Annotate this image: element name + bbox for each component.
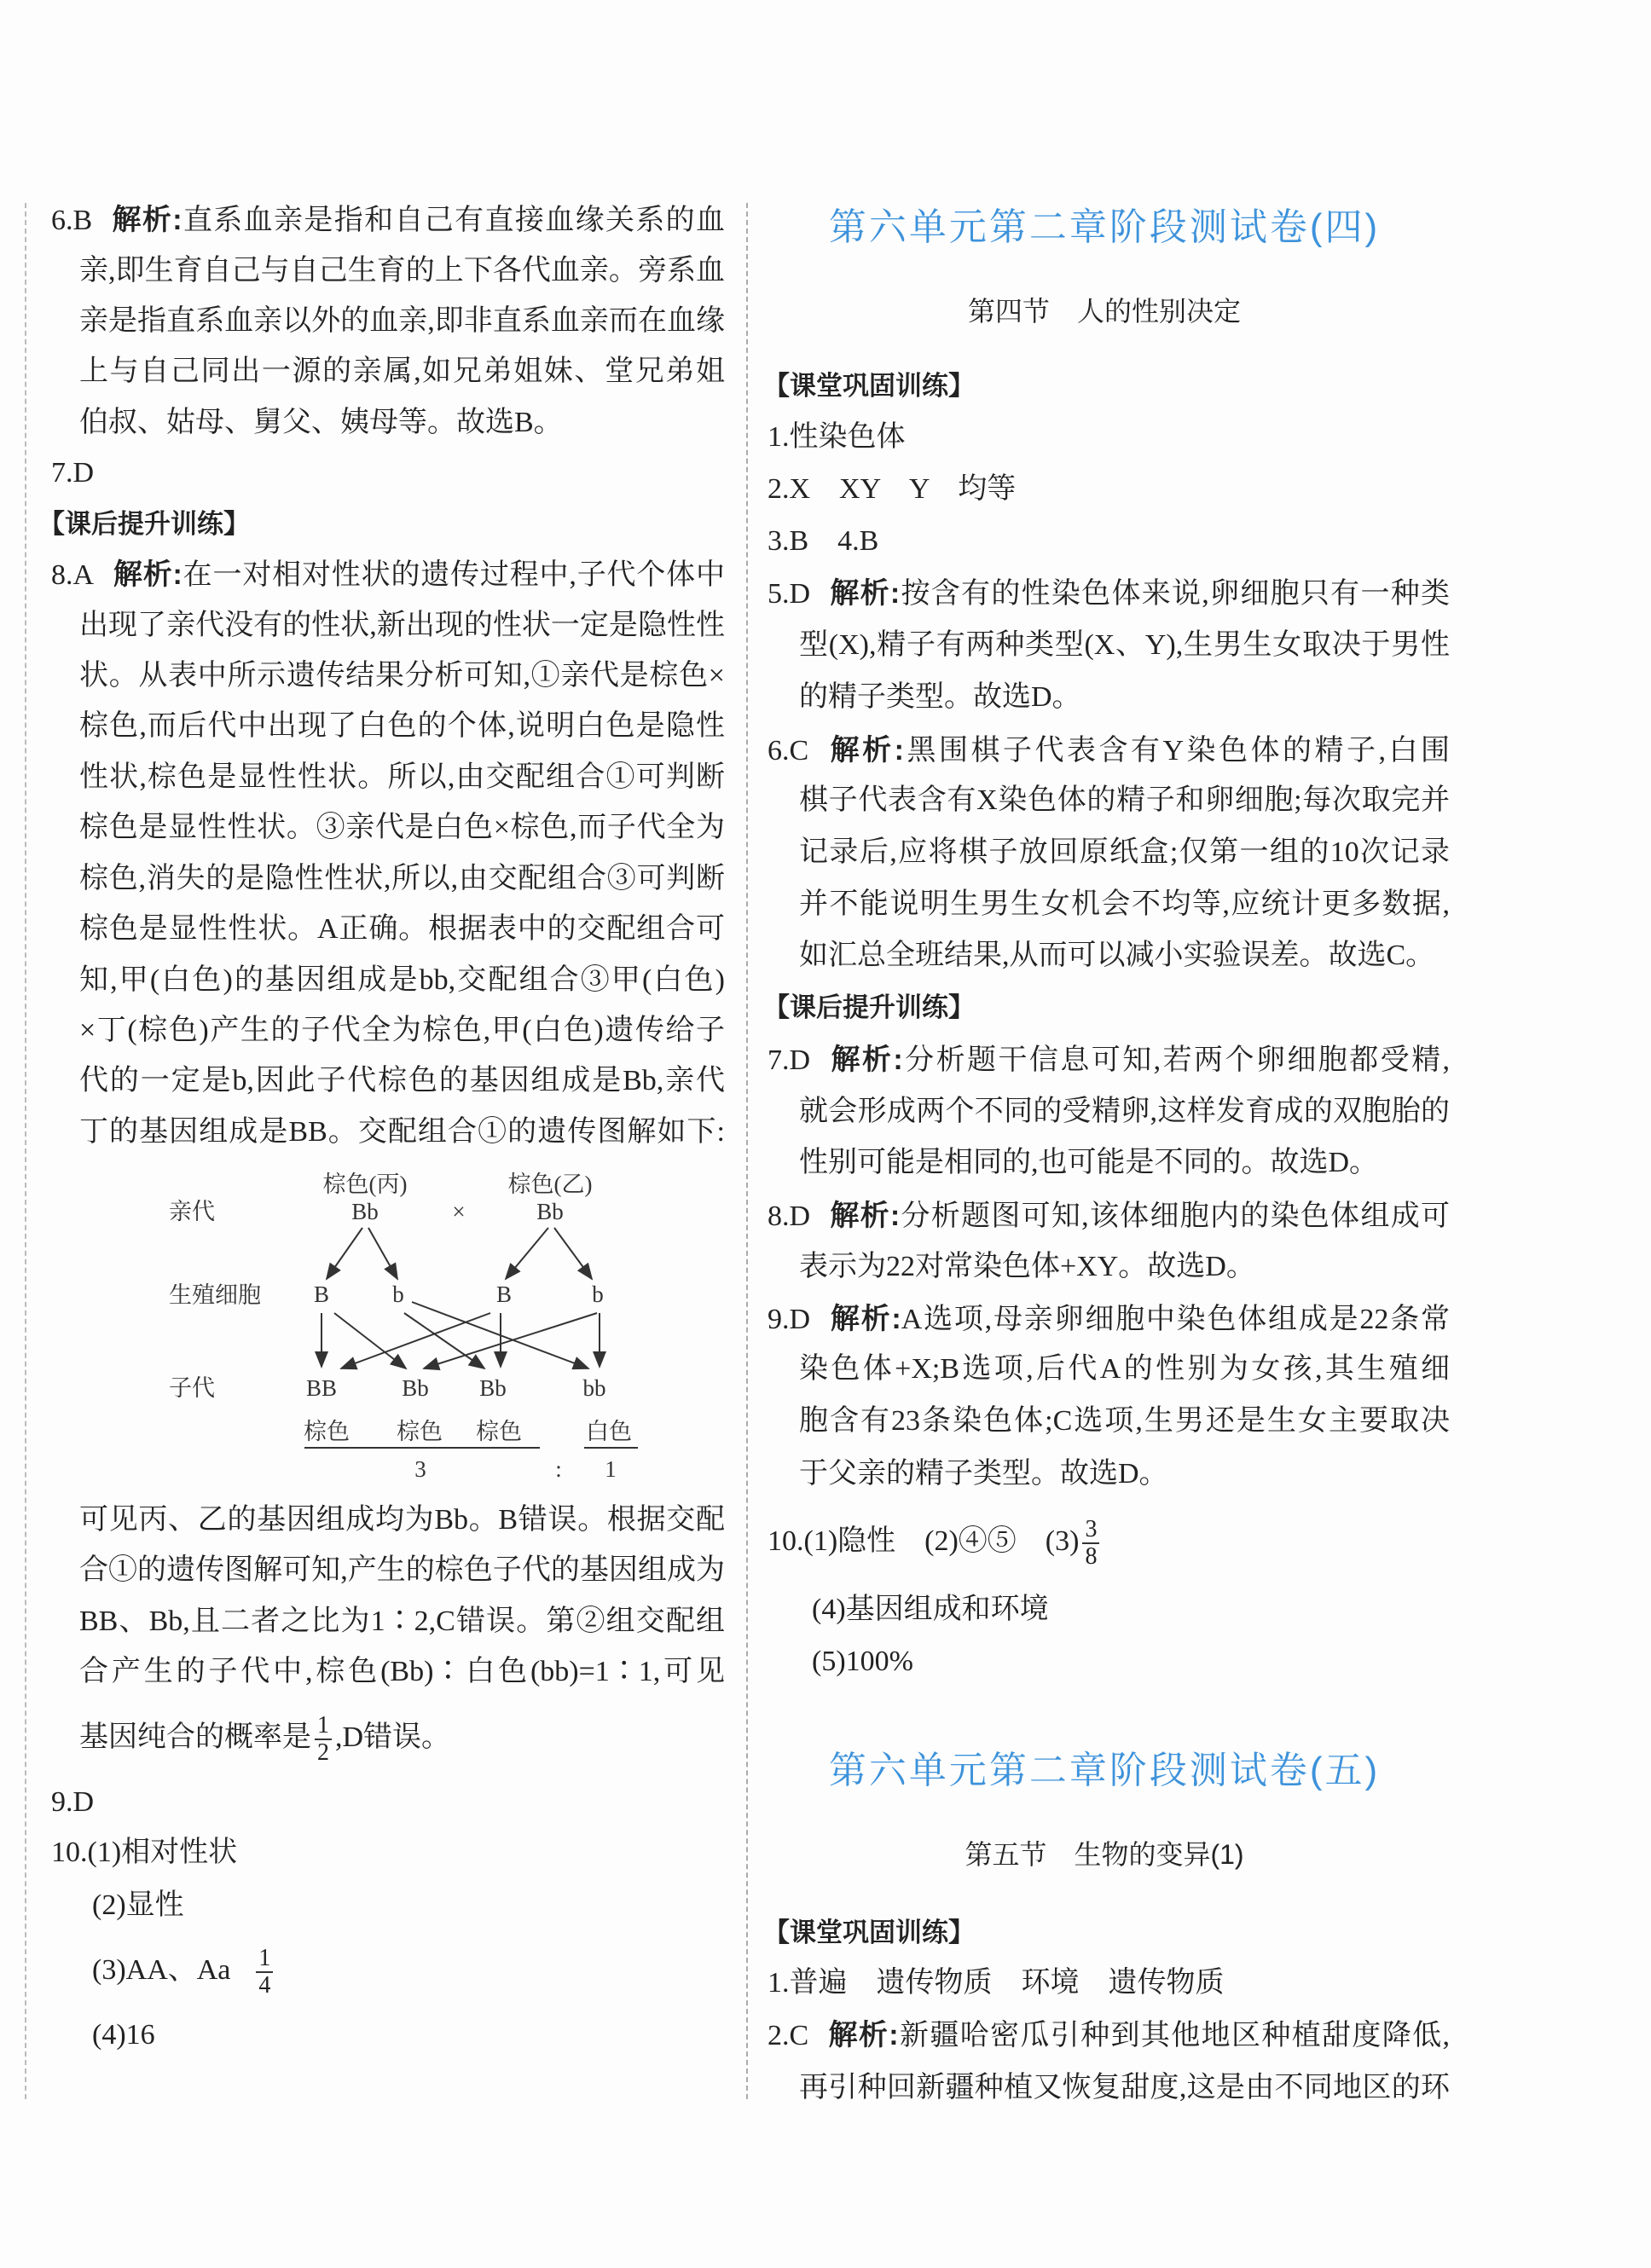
section-heading: 【课后提升训练】	[763, 992, 975, 1022]
row-label-parents: 亲代	[169, 1199, 215, 1224]
answer-8-line: 性状,棕色是显性性状。所以,由交配组合①可判断	[79, 761, 725, 793]
parent-genotype: Bb	[536, 1199, 564, 1224]
parent-phenotype: 棕色(丙)	[322, 1172, 408, 1197]
answer-8-line: 棕色是显性性状。A正确。根据表中的交配组合可	[79, 913, 725, 945]
answer-8-line: 可见丙、乙的基因组成均为Bb。B错误。根据交配	[79, 1504, 725, 1536]
answer-10-part5: (5)100%	[812, 1646, 913, 1677]
denominator: 4	[258, 1972, 271, 1999]
answer-text: 新疆哈密瓜引种到其他地区种植甜度降低,	[898, 2020, 1450, 2051]
answer-7: 7.D	[51, 457, 95, 489]
inheritance-diagram	[0, 0, 750, 1501]
answer-8-line: 合产生的子代中,棕色(Bb)∶白色(bb)=1∶1,可见	[79, 1656, 725, 1687]
answer-text: 按含有的性染色体来说,卵细胞只有一种类	[900, 578, 1450, 610]
answer-1: 1.性染色体	[768, 421, 906, 453]
answer-9-line: 染色体+X;B选项,后代A的性别为女孩,其生殖细	[799, 1353, 1450, 1385]
section-heading: 【课堂巩固训练】	[763, 371, 975, 401]
answer-text: 分析题图可知,该体细胞内的染色体组成可	[900, 1201, 1450, 1232]
analysis-label: 解析:	[829, 1200, 901, 1232]
analysis-label: 解析:	[827, 734, 904, 767]
answer-6-line: 上与自己同出一源的亲属,如兄弟姐妹、堂兄弟姐	[79, 356, 725, 387]
answer-number: 8.A	[51, 559, 95, 591]
answer-text: (3)AA、Aa	[92, 1954, 231, 1986]
answer-number: 5.D	[768, 578, 811, 610]
gamete: b	[592, 1282, 604, 1307]
answer-2-line	[768, 2010, 1450, 2061]
answer-8-line: 丁的基因组成是BB。交配组合①的遗传图解如下:	[79, 1116, 725, 1148]
offspring-genotype: Bb	[402, 1375, 429, 1401]
answer-8-line: 出现了亲代没有的性状,新出现的性状一定是隐性性	[79, 610, 725, 641]
answer-8-line: 表示为22对常染色体+XY。故选D。	[799, 1251, 1255, 1282]
answer-3-4: 3.B 4.B	[768, 525, 879, 557]
answer-1: 1.普遍 遗传物质 环境 遗传物质	[768, 1967, 1225, 1999]
answer-10-part4: (4)16	[92, 2019, 155, 2051]
fraction	[256, 1946, 273, 1999]
answer-2: 2.X XY Y 均等	[768, 473, 1017, 505]
answer-10-part4: (4)基因组成和环境	[812, 1594, 1049, 1625]
analysis-label: 解析:	[113, 558, 182, 591]
section-heading: 【课后提升训练】	[38, 509, 250, 539]
answer-8-line: 代的一定是b,因此子代棕色的基因组成是Bb,亲代	[79, 1065, 725, 1096]
answer-10-part3	[92, 1945, 276, 1999]
analysis-label: 解析:	[829, 1303, 901, 1335]
answer-text: 黑围棋子代表含有Y染色体的精子,白围	[904, 735, 1450, 767]
numerator: 1	[256, 1946, 273, 1973]
section-title: 第四节 人的性别决定	[967, 296, 1241, 327]
answer-9-line	[768, 1293, 1450, 1345]
answer-text: A选项,母亲卵细胞中染色体组成是22条常	[901, 1304, 1450, 1335]
diagram-arrows	[304, 1228, 638, 1448]
answer-6-line: 记录后,应将棋子放回原纸盒;仅第一组的10次记录	[799, 836, 1450, 868]
answer-8-line: 知,甲(白色)的基因组成是bb,交配组合③甲(白色)	[79, 964, 725, 996]
arrow	[334, 1313, 406, 1368]
answer-8-line	[79, 1712, 451, 1767]
denominator: 8	[1085, 1543, 1098, 1571]
answer-number: 9.D	[768, 1304, 811, 1335]
section-heading: 【课堂巩固训练】	[763, 1918, 975, 1947]
answer-9-line: 于父亲的精子类型。故选D。	[799, 1458, 1168, 1490]
answer-6-line: 并不能说明生男生女机会不均等,应统计更多数据,	[799, 888, 1450, 920]
answer-9-line: 胞含有23条染色体;C选项,生男还是生女主要取决	[799, 1405, 1450, 1437]
denominator: 2	[317, 1739, 329, 1767]
answer-6-line: 如汇总全班结果,从而可以减小实验误差。故选C。	[799, 940, 1435, 971]
answer-text: 基因纯合的概率是	[79, 1721, 311, 1753]
answer-number: 6.B	[51, 205, 93, 236]
answer-5-line: 型(X),精子有两种类型(X、Y),生男生女取决于男性	[799, 629, 1450, 661]
answer-6-line: 亲是指直系血亲以外的血亲,即非直系血亲而在血缘	[79, 305, 725, 337]
test-title: 第六单元第二章阶段测试卷(五)	[828, 1750, 1381, 1791]
offspring-phenotype: 棕色	[397, 1419, 443, 1444]
gamete: b	[392, 1282, 404, 1307]
answer-5-line	[768, 568, 1450, 619]
answer-8-line: 棕色,而后代中出现了白色的个体,说明白色是隐性	[79, 710, 725, 742]
arrow	[506, 1228, 548, 1279]
ratio-separator: :	[555, 1456, 562, 1482]
cross-symbol: ×	[452, 1199, 466, 1224]
answer-10-part1	[768, 1516, 1103, 1571]
answer-text: ,D错误。	[335, 1721, 451, 1753]
row-label-gametes: 生殖细胞	[169, 1282, 261, 1308]
offspring-phenotype: 白色	[586, 1419, 632, 1444]
answer-8-line: BB、Bb,且二者之比为1∶2,C错误。第②组交配组	[79, 1606, 725, 1637]
answer-number: 7.D	[768, 1044, 811, 1076]
answer-7-line: 就会形成两个不同的受精卵,这样发育成的双胞胎的	[799, 1096, 1450, 1127]
answer-5-line: 的精子类型。故选D。	[799, 681, 1081, 713]
analysis-label: 解析:	[827, 2019, 899, 2051]
answer-8-line: 状。从表中所示遗传结果分析可知,①亲代是棕色×	[79, 660, 725, 691]
numerator: 3	[1082, 1517, 1099, 1544]
analysis-label: 解析:	[111, 204, 182, 236]
answer-number: 6.C	[768, 735, 809, 767]
ratio-value: 3	[414, 1456, 426, 1482]
analysis-label: 解析:	[829, 1044, 903, 1076]
gamete: B	[313, 1282, 330, 1307]
answer-8-line: 棕色是显性性状。③亲代是白色×棕色,而子代全为	[79, 812, 725, 843]
answer-text: 在一对相对性状的遗传过程中,子代个体中	[182, 559, 725, 591]
ratio-value: 1	[605, 1456, 617, 1482]
answer-text: 分析题干信息可知,若两个卵细胞都受精,	[902, 1044, 1450, 1076]
arrow	[424, 1313, 597, 1368]
parent-phenotype: 棕色(乙)	[507, 1172, 593, 1197]
answer-10-part1: 10.(1)相对性状	[51, 1837, 238, 1868]
row-label-offspring: 子代	[169, 1375, 215, 1401]
answer-8-line: 合①的遗传图解可知,产生的棕色子代的基因组成为	[79, 1554, 725, 1586]
fraction	[1082, 1517, 1099, 1570]
answer-7-line	[768, 1034, 1450, 1085]
answer-8-line	[768, 1190, 1450, 1241]
answer-8-line: 棕色,消失的是隐性性状,所以,由交配组合③可判断	[79, 863, 725, 894]
analysis-label: 解析:	[829, 577, 901, 610]
parent-genotype: Bb	[351, 1199, 379, 1224]
answer-number: 8.D	[768, 1201, 811, 1232]
offspring-phenotype: 棕色	[304, 1419, 350, 1444]
fraction	[315, 1713, 332, 1766]
answer-6-line: 亲,即生育自己与自己生育的上下各代血亲。旁系血	[79, 255, 725, 286]
offspring-genotype: bb	[582, 1375, 606, 1401]
answer-text: 10.(1)隐性 (2)④⑤ (3)	[768, 1525, 1080, 1557]
arrow	[554, 1228, 592, 1279]
offspring-genotype: Bb	[479, 1375, 507, 1401]
offspring-phenotype: 棕色	[476, 1419, 522, 1444]
arrow	[327, 1228, 362, 1279]
answer-9: 9.D	[51, 1786, 95, 1818]
arrow	[368, 1228, 397, 1279]
answer-6-line	[768, 725, 1450, 776]
numerator: 1	[315, 1713, 332, 1740]
section-title: 第五节 生物的变异(1)	[965, 1839, 1244, 1870]
answer-text: 直系血亲是指和自己有直接血缘关系的血	[182, 205, 725, 236]
answer-6-line: 伯叔、姑母、舅父、姨母等。故选B。	[79, 407, 563, 438]
answer-7-line: 性别可能是相同的,也可能是不同的。故选D。	[799, 1147, 1379, 1178]
answer-number: 2.C	[768, 2020, 809, 2051]
test-title: 第六单元第二章阶段测试卷(四)	[828, 206, 1381, 248]
gamete: B	[495, 1282, 513, 1307]
offspring-genotype: BB	[305, 1375, 338, 1401]
answer-6-line: 棋子代表含有X染色体的精子和卵细胞;每次取完并	[799, 784, 1450, 816]
answer-2-line: 再引种回新疆种植又恢复甜度,这是由不同地区的环	[799, 2072, 1450, 2103]
answer-8-line: ×丁(棕色)产生的子代全为棕色,甲(白色)遗传给子	[79, 1015, 725, 1046]
answer-10-part2: (2)显性	[92, 1889, 184, 1921]
